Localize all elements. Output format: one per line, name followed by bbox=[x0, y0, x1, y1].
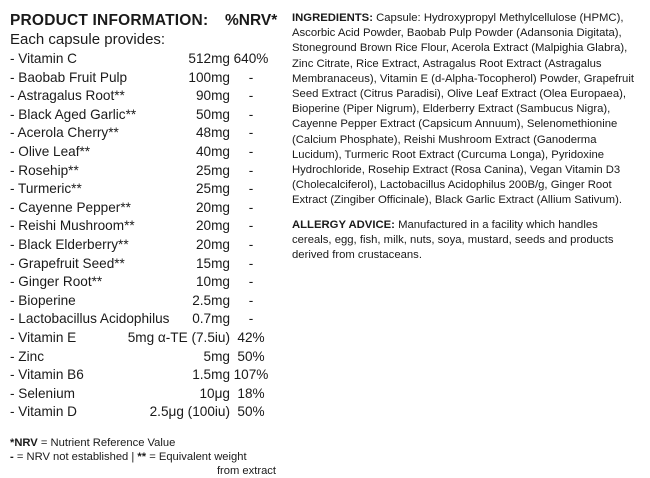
nutrient-nrv: - bbox=[248, 162, 254, 178]
nutrient-name: - Zinc bbox=[10, 348, 44, 364]
nutrient-row bbox=[10, 348, 278, 367]
nutrient-amount: 5mg bbox=[203, 348, 230, 364]
nrv-column-header: %NRV* bbox=[225, 12, 278, 29]
nutrient-row bbox=[10, 106, 278, 125]
nutrient-nrv: - bbox=[248, 125, 254, 141]
nutrient-name: - Vitamin C bbox=[10, 51, 77, 66]
nutrient-name: - Olive Leaf** bbox=[10, 143, 91, 159]
nutrient-row bbox=[10, 50, 278, 69]
nutrient-row bbox=[10, 180, 278, 199]
footnote-dash-text: = NRV not established | bbox=[13, 450, 138, 463]
nutrient-name: - Rosehip** bbox=[10, 162, 79, 178]
nutrient-table bbox=[10, 50, 278, 422]
nutrient-row bbox=[10, 273, 278, 292]
nutrient-row bbox=[10, 124, 278, 143]
ingredients-label: INGREDIENTS: bbox=[292, 12, 373, 24]
nutrient-row bbox=[10, 87, 278, 106]
nutrient-nrv: - bbox=[248, 311, 254, 327]
nutrient-name: - Turmeric** bbox=[10, 181, 82, 197]
nutrient-amount: 90mg bbox=[195, 88, 230, 104]
footnote-dash-star bbox=[10, 450, 278, 464]
footnote-star-continuation: from extract bbox=[216, 464, 276, 477]
nutrient-nrv: 50% bbox=[237, 348, 265, 364]
nutrient-row bbox=[10, 255, 278, 274]
nutrient-name: - Reishi Mushroom** bbox=[10, 218, 135, 234]
nutrient-amount: 10mg bbox=[195, 274, 230, 290]
nutrient-amount: 25mg bbox=[195, 162, 230, 178]
nutrient-row bbox=[10, 310, 278, 329]
ingredients-text: Capsule: Hydroxypropyl Methylcellulose (HPMC), Ascorbic Acid Powder, Baobab Pulp Powder (Adansonia Digitata), Stoneground Brown Rice Flour, Acerola Extract (Malpighia Glabra), Zinc Citrate, Rice Extract, Astragalus Root Extract (Astragalus Membranaceus), Vitamin E (d-Alpha-Tocopherol) Powder, Grapefruit Seed Extract (Citrus Paradisi), Olive Leaf Extract (Olea Europaea), Bioperine (Piper Nigrum), Elderberry Extract (Sambucus Nigra), Cayenne Pepper Extract (Capsicum Annuum), Selenomethionine (Calcium Phosphate), Reishi Mushroom Extract (Ganoderma Lucidum), Turmeric Root Extract (Curcuma Longa), Pyridoxine Hydrochloride, Rosehip Extract (Rosa Canina), Vegan Vitamin D3 (Cholecalciferol), Lactobacillus Acidophilus 200B/g, Ginger Root Extract (Zingiber Officinale), Black Garlic Extract (Allium Sativum). bbox=[292, 12, 634, 207]
nutrient-name: - Astragalus Root** bbox=[10, 88, 125, 104]
nutrient-row bbox=[10, 236, 278, 255]
footnote-nrv-text: = Nutrient Reference Value bbox=[37, 436, 176, 449]
nutrient-name: - Cayenne Pepper** bbox=[10, 199, 131, 215]
nutrient-amount: 20mg bbox=[195, 236, 230, 252]
allergy-paragraph bbox=[292, 218, 640, 264]
nutrient-nrv: - bbox=[248, 274, 254, 290]
nutrient-name: - Vitamin E bbox=[10, 329, 77, 345]
nutrient-row bbox=[10, 162, 278, 181]
nutrient-row bbox=[10, 217, 278, 236]
nutrient-amount: 2.5μg (100iu) bbox=[149, 404, 230, 420]
nutrient-nrv: 18% bbox=[237, 385, 265, 401]
nutrient-nrv: - bbox=[248, 218, 254, 234]
nutrient-amount: 40mg bbox=[195, 143, 230, 159]
nutrient-amount: 20mg bbox=[195, 218, 230, 234]
header-row bbox=[10, 10, 278, 30]
nutrient-amount: 0.7mg bbox=[192, 311, 230, 327]
nutrient-name: - Acerola Cherry** bbox=[10, 125, 119, 141]
nutrient-name: - Baobab Fruit Pulp bbox=[10, 69, 128, 85]
nutrient-amount: 2.5mg bbox=[192, 292, 230, 308]
nutrient-nrv: - bbox=[248, 181, 254, 197]
capsule-subtitle: Each capsule provides: bbox=[10, 31, 166, 48]
nutrient-name: - Black Aged Garlic** bbox=[10, 106, 137, 122]
nutrient-name: - Vitamin B6 bbox=[10, 367, 84, 383]
nutrient-name: - Selenium bbox=[10, 385, 75, 401]
nutrient-name: - Ginger Root** bbox=[10, 274, 103, 290]
nutrient-amount: 15mg bbox=[195, 255, 230, 271]
nutrient-nrv: - bbox=[248, 143, 254, 159]
allergy-label: ALLERGY ADVICE: bbox=[292, 218, 395, 231]
nutrient-amount: 48mg bbox=[195, 125, 230, 141]
nutrient-row bbox=[10, 329, 278, 348]
nutrient-row bbox=[10, 143, 278, 162]
ingredients-paragraph bbox=[292, 11, 640, 209]
footnote-star-symbol: ** bbox=[137, 450, 147, 463]
nutrient-nrv: - bbox=[248, 106, 254, 122]
nutrient-nrv: 42% bbox=[237, 329, 265, 345]
nutrient-nrv: 50% bbox=[237, 404, 265, 420]
nutrient-amount: 1.5mg bbox=[192, 367, 230, 383]
nutrient-nrv: - bbox=[248, 255, 254, 271]
nutrient-nrv: - bbox=[248, 88, 254, 104]
nutrient-name: - Bioperine bbox=[10, 292, 76, 308]
nutrient-amount: 512mg bbox=[188, 51, 230, 66]
nutrient-name: - Vitamin D bbox=[10, 404, 77, 420]
nutrient-amount: 20mg bbox=[195, 199, 230, 215]
footnote-dash-symbol: - bbox=[10, 450, 14, 463]
nutrient-nrv: 107% bbox=[233, 367, 269, 383]
nutrient-row bbox=[10, 199, 278, 218]
nutrient-row bbox=[10, 366, 278, 385]
footnote-nrv bbox=[10, 436, 278, 450]
nutrient-nrv: - bbox=[248, 199, 254, 215]
nutrient-amount: 10μg bbox=[199, 385, 230, 401]
footnote-star-text: = Equivalent weight bbox=[146, 450, 247, 463]
nutrient-name: - Grapefruit Seed** bbox=[10, 255, 125, 271]
nutrient-nrv: 640% bbox=[233, 51, 269, 66]
nutrient-nrv: - bbox=[248, 69, 254, 85]
nutrient-amount: 100mg bbox=[188, 69, 230, 85]
nutrient-name: - Lactobacillus Acidophilus bbox=[10, 311, 170, 327]
footnote-nrv-symbol: *NRV bbox=[10, 436, 38, 449]
footnotes bbox=[10, 436, 278, 478]
nutrient-nrv: - bbox=[248, 236, 254, 252]
nutrient-row bbox=[10, 403, 278, 422]
nutrient-amount: 50mg bbox=[195, 106, 230, 122]
ingredients-panel bbox=[292, 11, 640, 272]
nutrient-row bbox=[10, 69, 278, 88]
product-information-title: PRODUCT INFORMATION: bbox=[10, 12, 209, 29]
product-information-panel bbox=[10, 10, 278, 478]
allergy-text: Manufactured in a facility which handles cereals, egg, fish, milk, nuts, soya, mustard, seeds and products derived from crustaceans. bbox=[292, 218, 614, 262]
nutrient-row bbox=[10, 385, 278, 404]
nutrient-row bbox=[10, 292, 278, 311]
nutrient-nrv: - bbox=[248, 292, 254, 308]
nutrient-name: - Black Elderberry** bbox=[10, 236, 129, 252]
nutrient-amount: 25mg bbox=[195, 181, 230, 197]
nutrient-amount: 5mg α-TE (7.5iu) bbox=[127, 329, 230, 345]
